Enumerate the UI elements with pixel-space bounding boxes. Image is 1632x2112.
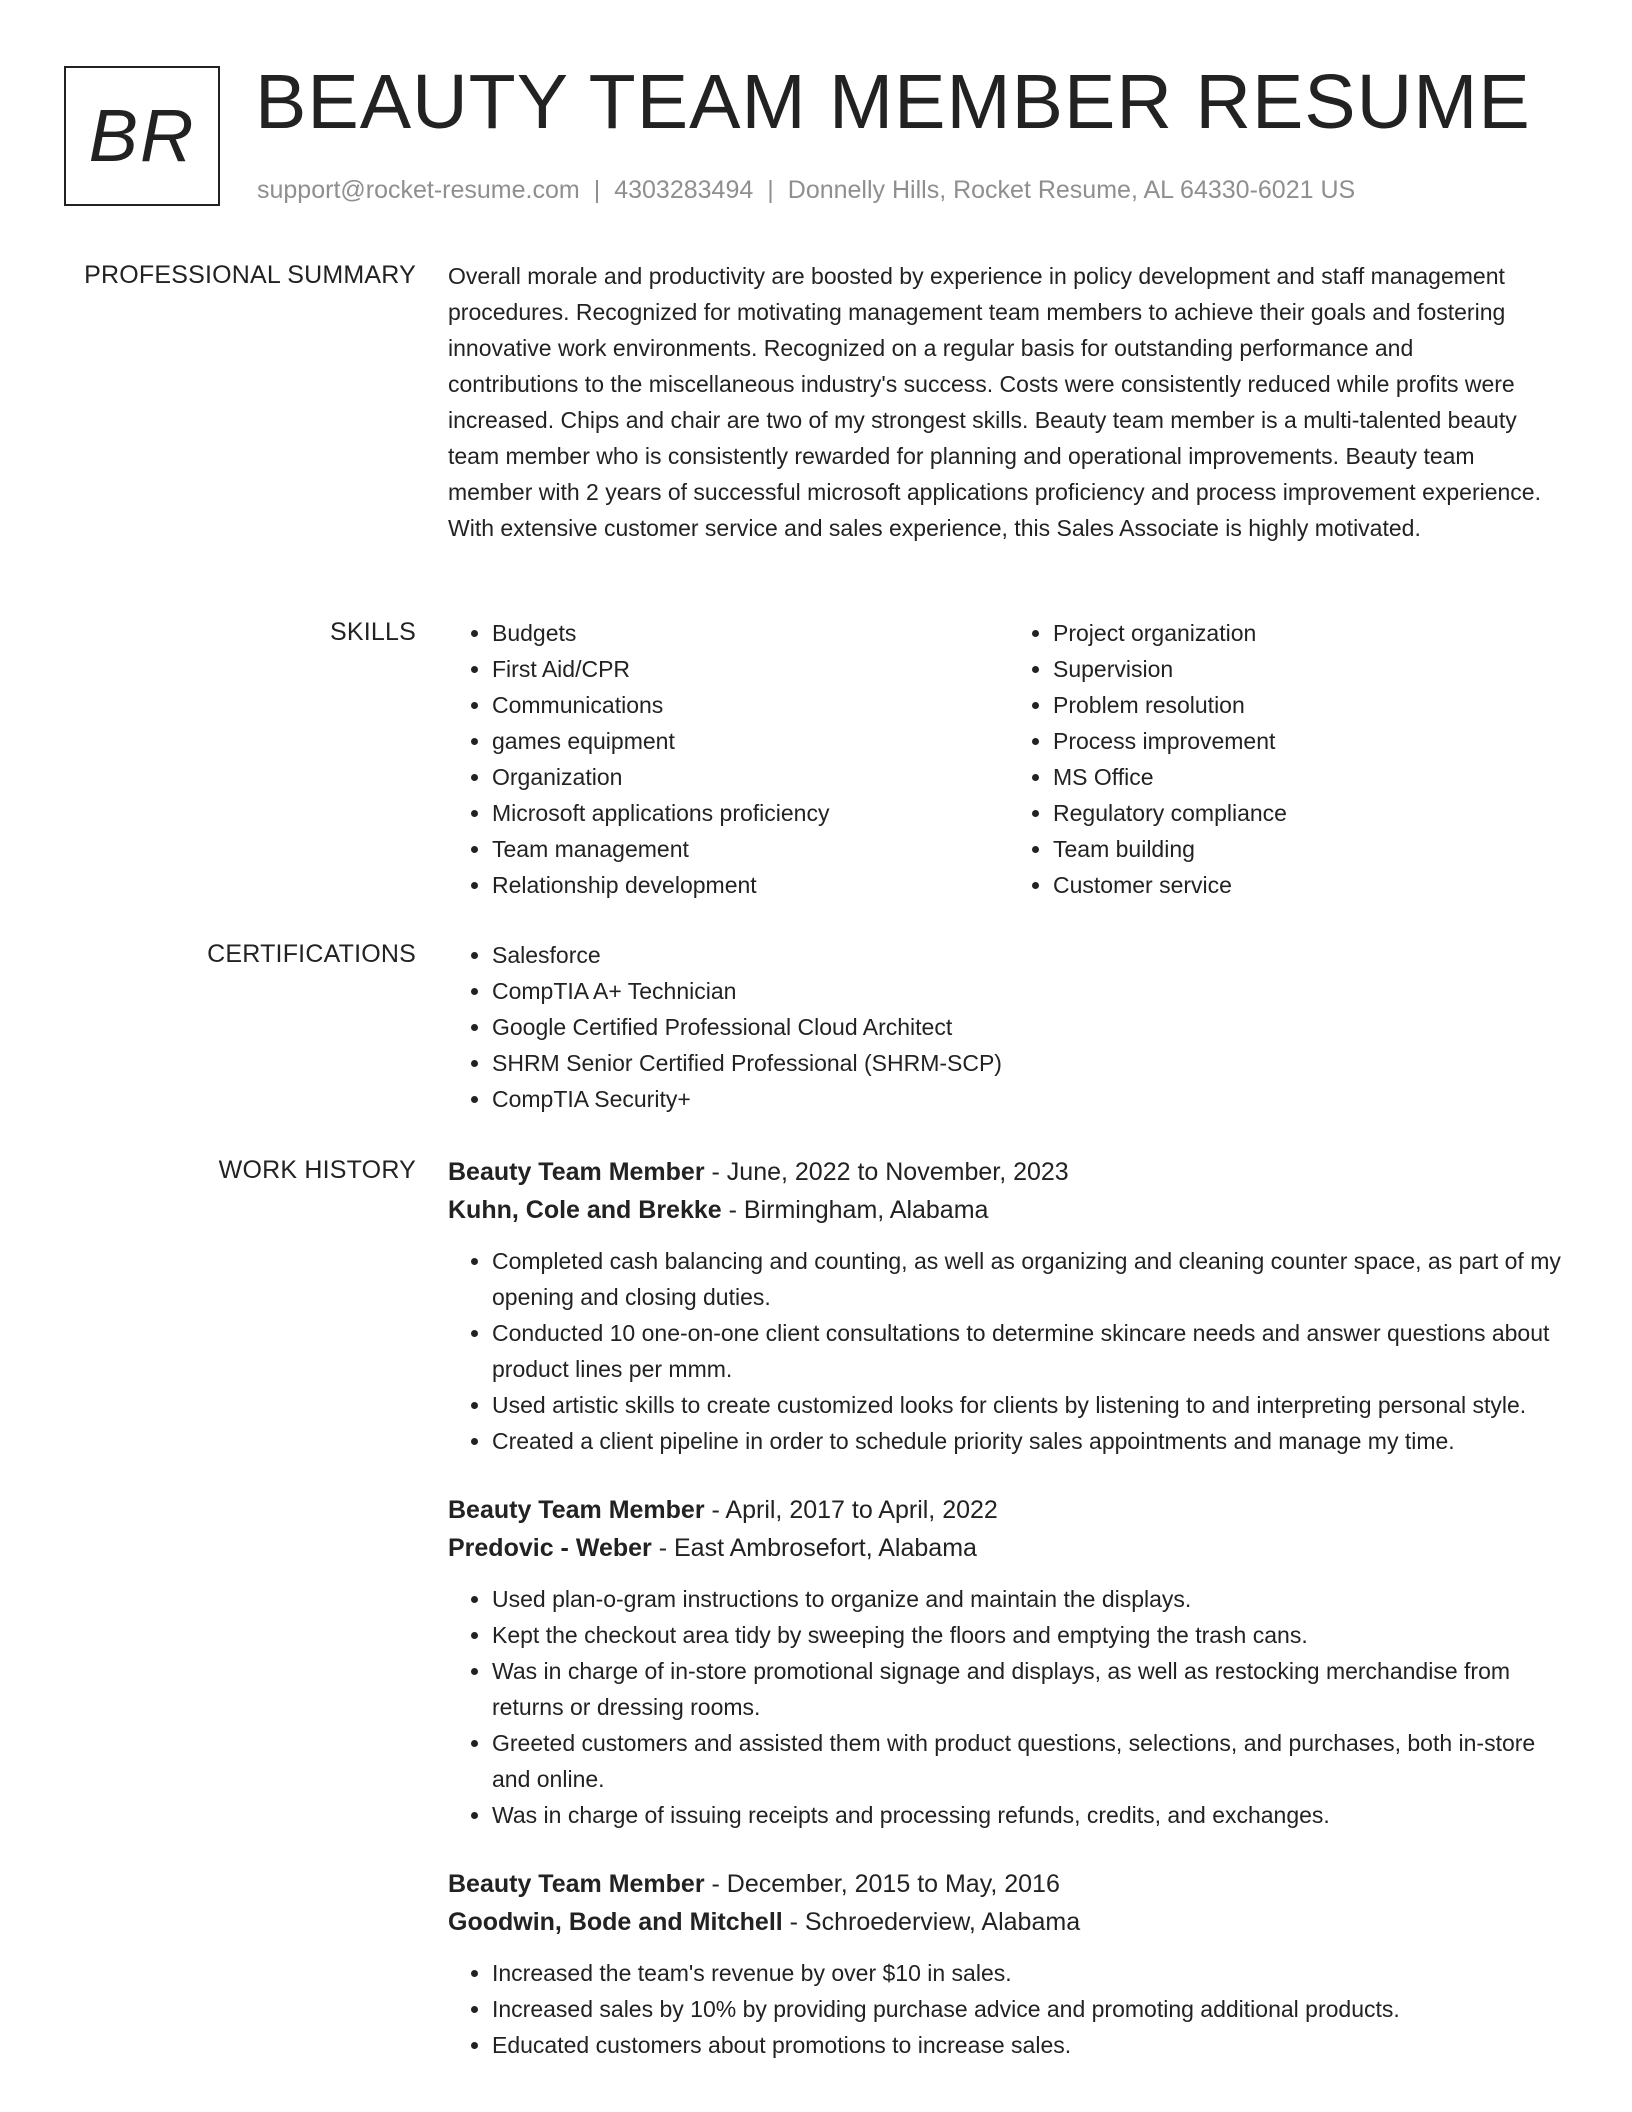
job-dates: - December, 2015 to May, 2016 <box>704 1870 1060 1898</box>
job-duty-item: • Used artistic skills to create customized looks for clients by listening to and interpreting personal style. <box>492 1387 1570 1423</box>
job-duty-item: • Completed cash balancing and counting, as well as organizing and cleaning counter space, as part of my opening and closing duties. <box>492 1243 1570 1315</box>
contact-phone: 4303283494 <box>614 176 754 204</box>
skills-grid <box>448 615 1570 903</box>
skills-list-right <box>1009 615 1570 903</box>
job-title-line <box>448 1153 1570 1191</box>
job-title: Beauty Team Member <box>448 1870 705 1898</box>
job-duties-list <box>448 1581 1570 1833</box>
job-title: Beauty Team Member <box>448 1496 705 1524</box>
job-title-line <box>448 1865 1570 1903</box>
skill-item: • First Aid/CPR <box>492 651 1009 687</box>
job-title-line <box>448 1491 1570 1529</box>
job-title: Beauty Team Member <box>448 1158 705 1186</box>
skill-item: • Regulatory compliance <box>1053 795 1570 831</box>
job-duties-list <box>448 1243 1570 1459</box>
job-company-line <box>448 1903 1570 1941</box>
skill-item: • Microsoft applications proficiency <box>492 795 1009 831</box>
skill-item: • Process improvement <box>1053 723 1570 759</box>
job-duty-item: • Was in charge of in-store promotional signage and displays, as well as restocking merchandise from returns or dressing rooms. <box>492 1653 1570 1725</box>
skill-item: • Budgets <box>492 615 1009 651</box>
job-duty-item: • Increased sales by 10% by providing purchase advice and promoting additional products. <box>492 1991 1570 2027</box>
skill-item: • Team building <box>1053 831 1570 867</box>
skill-item: • Relationship development <box>492 867 1009 903</box>
job-duty-item: • Used plan-o-gram instructions to organize and maintain the displays. <box>492 1581 1570 1617</box>
job-entry <box>448 1865 1570 2063</box>
skill-item: • MS Office <box>1053 759 1570 795</box>
job-duty-item: • Increased the team's revenue by over $10 in sales. <box>492 1955 1570 1991</box>
job-company: Kuhn, Cole and Brekke <box>448 1196 722 1224</box>
job-company: Predovic - Weber <box>448 1534 652 1562</box>
certification-item: • SHRM Senior Certified Professional (SHRM-SCP) <box>492 1045 1570 1081</box>
contact-email: support@rocket-resume.com <box>257 176 580 204</box>
job-dates: - June, 2022 to November, 2023 <box>704 1158 1069 1186</box>
skill-item: • Project organization <box>1053 615 1570 651</box>
job-location: - East Ambrosefort, Alabama <box>651 1534 977 1562</box>
job-duty-item: • Conducted 10 one-on-one client consultations to determine skincare needs and answer questions about product lines per mmm. <box>492 1315 1570 1387</box>
resume-title: BEAUTY TEAM MEMBER RESUME <box>255 59 1531 145</box>
contact-address: Donnelly Hills, Rocket Resume, AL 64330-6021 US <box>787 176 1356 204</box>
job-company-line <box>448 1191 1570 1229</box>
monogram-box <box>64 66 220 206</box>
skill-item: • Team management <box>492 831 1009 867</box>
job-entry <box>448 1491 1570 1833</box>
certification-item: • CompTIA A+ Technician <box>492 973 1570 1009</box>
contact-line <box>257 174 1355 206</box>
job-company-line <box>448 1529 1570 1567</box>
job-location: - Schroederview, Alabama <box>782 1908 1081 1936</box>
monogram-initials: BR <box>88 94 196 177</box>
work-history-heading: WORK HISTORY <box>218 1156 416 1184</box>
skills-list-left <box>448 615 1009 903</box>
certifications-heading: CERTIFICATIONS <box>207 940 416 968</box>
job-duty-item: • Educated customers about promotions to increase sales. <box>492 2027 1570 2063</box>
contact-separator: | <box>767 176 774 204</box>
job-duty-item: • Was in charge of issuing receipts and processing refunds, credits, and exchanges. <box>492 1797 1570 1833</box>
job-location: - Birmingham, Alabama <box>721 1196 989 1224</box>
certification-item: • Salesforce <box>492 937 1570 973</box>
contact-separator: | <box>593 176 601 204</box>
skill-item: • Problem resolution <box>1053 687 1570 723</box>
skill-item: • Supervision <box>1053 651 1570 687</box>
job-duties-list <box>448 1955 1570 2063</box>
job-company: Goodwin, Bode and Mitchell <box>448 1908 783 1936</box>
certification-item: • Google Certified Professional Cloud Architect <box>492 1009 1570 1045</box>
certifications-list <box>448 937 1570 1117</box>
job-entry <box>448 1153 1570 1459</box>
job-dates: - April, 2017 to April, 2022 <box>704 1496 998 1524</box>
job-duty-item: • Created a client pipeline in order to schedule priority sales appointments and manage my time. <box>492 1423 1570 1459</box>
skill-item: • Organization <box>492 759 1009 795</box>
skill-item: • Communications <box>492 687 1009 723</box>
job-duty-item: • Kept the checkout area tidy by sweeping the floors and emptying the trash cans. <box>492 1617 1570 1653</box>
job-duty-item: • Greeted customers and assisted them with product questions, selections, and purchases, both in-store and online. <box>492 1725 1570 1797</box>
skill-item: • Customer service <box>1053 867 1570 903</box>
skill-item: • games equipment <box>492 723 1009 759</box>
summary-heading: PROFESSIONAL SUMMARY <box>84 261 416 289</box>
summary-text: Overall morale and productivity are boosted by experience in policy development and staff management procedures. Recognized for motivating management team members to achieve their goals and fostering innovative work environments. Recognized on a regular basis for outstanding performance and contributions to the miscellaneous industry's success. Costs were consistently reduced while profits were increased. Chips and chair are two of my strongest skills. Beauty team member is a multi-talented beauty team member who is consistently rewarded for planning and operational improvements. Beauty team member with 2 years of successful microsoft applications proficiency and process improvement experience. With extensive customer service and sales experience, this Sales Associate is highly motivated. <box>448 263 1541 541</box>
certification-item: • CompTIA Security+ <box>492 1081 1570 1117</box>
skills-heading: SKILLS <box>330 618 416 646</box>
